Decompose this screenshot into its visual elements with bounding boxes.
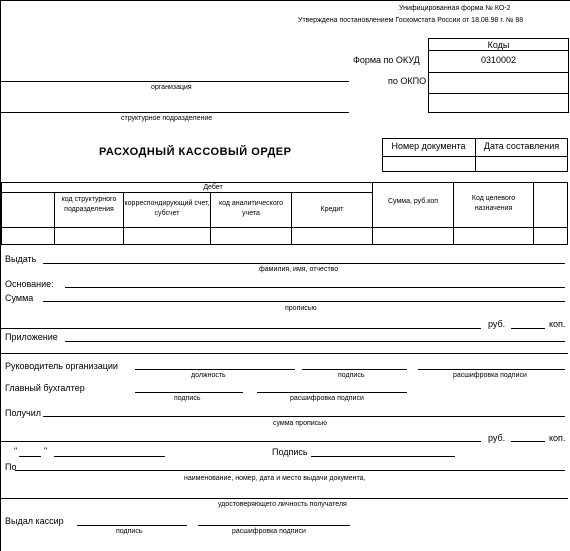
col-credit: Кредит — [320, 206, 344, 213]
attachment-divider — [1, 353, 568, 354]
month-line[interactable] — [54, 456, 165, 457]
attachment-line[interactable] — [65, 341, 565, 342]
cell-analytic-code[interactable] — [211, 228, 290, 244]
unified-form-label: Унифицированная форма № КО-2 — [399, 5, 511, 12]
id-doc-caption: наименование, номер, дата и место выдачи документа, — [184, 475, 366, 482]
okpo-value[interactable] — [428, 77, 569, 91]
cell-corr-account[interactable] — [124, 228, 209, 244]
received-line[interactable] — [43, 416, 565, 417]
cashier-signature-caption: подпись — [116, 528, 143, 535]
col-purpose-code: Код целевого назначения — [471, 195, 516, 212]
head-decoding-line[interactable] — [418, 369, 565, 370]
day-line[interactable] — [19, 456, 41, 457]
organization-caption: организация — [151, 84, 192, 91]
head-signature-caption: подпись — [338, 372, 365, 379]
col-analytic-code: код аналитического учета — [218, 200, 284, 217]
col-sum: Сумма, руб.коп — [387, 198, 439, 205]
kop-line-2[interactable] — [511, 441, 545, 442]
id-doc-caption-2: удостоверяющего личность получателя — [218, 501, 347, 508]
okpo-label: по ОКПО — [388, 76, 427, 86]
kop-line-1[interactable] — [511, 328, 545, 329]
cell-debit-blank[interactable] — [2, 228, 53, 244]
fio-caption: фамилия, имя, отчество — [259, 266, 339, 273]
okud-label: Форма по ОКУД — [353, 55, 420, 65]
cashier-decoding-caption: расшифровка подписи — [232, 528, 306, 535]
sum-line-2[interactable] — [1, 328, 481, 329]
sign-label: Подпись — [272, 447, 308, 457]
head-label: Руководитель организации — [5, 361, 118, 371]
document-title: РАСХОДНЫЙ КАССОВЫЙ ОРДЕР — [99, 146, 292, 158]
cashier-label: Выдал кассир — [5, 516, 64, 526]
basis-label: Основание: — [5, 279, 54, 289]
document-number-field[interactable] — [384, 159, 473, 171]
in-words-caption: прописью — [285, 305, 317, 312]
organization-line[interactable] — [1, 81, 349, 82]
cashier-decoding-line[interactable] — [198, 525, 350, 526]
kop-label-2: коп. — [549, 433, 566, 443]
cashier-signature-line[interactable] — [77, 525, 187, 526]
sum-in-words-caption: сумма прописью — [273, 420, 328, 427]
rub-label-1: руб. — [488, 319, 506, 329]
head-signature-line[interactable] — [302, 369, 407, 370]
head-decoding-caption: расшифровка подписи — [453, 372, 527, 379]
cell-purpose-code[interactable] — [454, 228, 532, 244]
attachment-label: Приложение — [5, 332, 58, 342]
accountant-decoding-line[interactable] — [257, 392, 407, 393]
received-label: Получил — [5, 408, 41, 418]
sum-label: Сумма — [5, 293, 34, 303]
kop-label-1: коп. — [549, 319, 566, 329]
id-doc-line[interactable] — [1, 498, 568, 499]
sign-line[interactable] — [311, 456, 455, 457]
head-position-line[interactable] — [135, 369, 295, 370]
quote-close: " — [44, 446, 48, 456]
codes-header: Коды — [487, 40, 510, 50]
position-caption: должность — [191, 372, 226, 379]
date-header: Дата составления — [483, 141, 560, 151]
by-line[interactable] — [15, 470, 565, 471]
by-label: По — [5, 462, 17, 472]
number-header: Номер документа — [391, 141, 466, 151]
accountant-signature-caption: подпись — [174, 395, 201, 402]
okud-value[interactable]: 0310002 — [480, 55, 517, 65]
chief-accountant-label: Главный бухгалтер — [5, 383, 85, 393]
issue-label: Выдать — [5, 254, 37, 264]
cell-credit[interactable] — [292, 228, 371, 244]
sum-line[interactable] — [43, 301, 565, 302]
debit-header: Дебет — [203, 184, 223, 191]
basis-line[interactable] — [65, 287, 565, 288]
col-corr-account: корреспондирующий счет, субсчет — [124, 200, 210, 217]
document-date-field[interactable] — [477, 159, 566, 171]
received-line-2[interactable] — [1, 441, 481, 442]
rub-label-2: руб. — [488, 433, 506, 443]
accountant-decoding-caption: расшифровка подписи — [290, 395, 364, 402]
col-code-unit: код структурного подразделения — [61, 196, 117, 213]
quote-open: " — [14, 446, 18, 456]
issue-line[interactable] — [43, 263, 565, 264]
cell-sum[interactable] — [373, 228, 452, 244]
approved-label: Утверждена постановлением Госкомстата России от 18.08.98 г. № 88 — [298, 17, 524, 24]
cell-code-unit[interactable] — [55, 228, 122, 244]
division-caption: структурное подразделение — [121, 115, 213, 122]
division-line[interactable] — [1, 112, 349, 113]
accountant-signature-line[interactable] — [135, 392, 243, 393]
